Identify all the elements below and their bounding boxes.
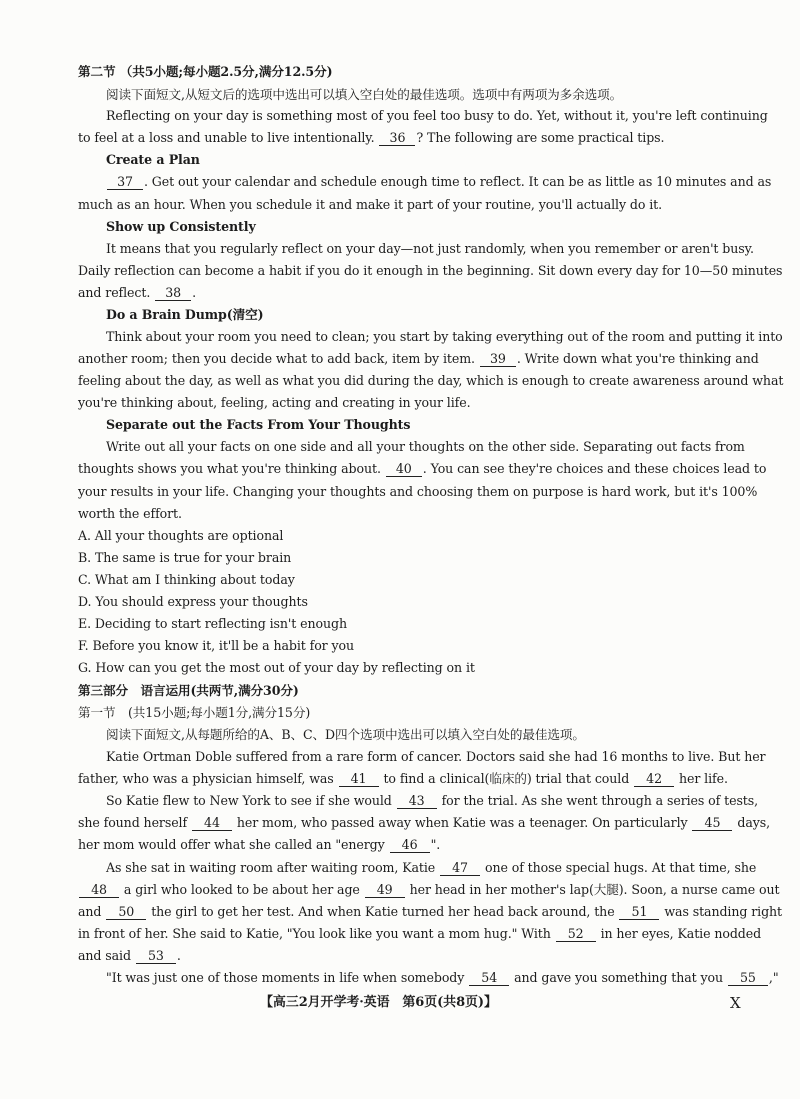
passage-line: she found herself 44 her mom, who passed away when Katie was a teenager. On particularly 45 days,: [78, 815, 771, 830]
answer-blank-44[interactable]: 44: [192, 816, 232, 831]
answer-blank-54[interactable]: 54: [469, 971, 509, 986]
answer-blank-48[interactable]: 48: [79, 883, 119, 898]
part3-header: 第三部分 语言运用(共两节,满分30分): [78, 683, 299, 698]
answer-blank-38[interactable]: 38: [155, 286, 191, 301]
option-c: C. What am I thinking about today: [78, 572, 295, 587]
passage-line: her mom would offer what she called an "energy 46 ".: [78, 837, 441, 852]
passage-line: much as an hour. When you schedule it and make it part of your routine, you'll actually do it.: [78, 197, 663, 212]
option-a: A. All your thoughts are optional: [78, 528, 284, 543]
option-g: G. How can you get the most out of your day by reflecting on it: [78, 660, 475, 675]
answer-blank-42[interactable]: 42: [634, 772, 674, 787]
section2-instructions: 阅读下面短文,从短文后的选项中选出可以填入空白处的最佳选项。选项中有两项为多余选项。: [106, 87, 623, 102]
option-d: D. You should express your thoughts: [78, 594, 308, 609]
option-e: E. Deciding to start reflecting isn't enough: [78, 616, 347, 631]
subheading: Show up Consistently: [106, 219, 256, 234]
answer-blank-53[interactable]: 53: [136, 949, 176, 964]
subheading: Create a Plan: [106, 152, 200, 167]
passage-line: So Katie flew to New York to see if she would 43 for the trial. As she went through a series of tests,: [106, 793, 759, 808]
section2-header: 第二节 （共5小题;每小题2.5分,满分12.5分): [78, 64, 333, 79]
passage-line: Write out all your facts on one side and all your thoughts on the other side. Separating out facts from: [106, 439, 745, 454]
passage-line: another room; then you decide what to add back, item by item. 39 . Write down what you're thinking and: [78, 351, 759, 366]
passage-line: 37 . Get out your calendar and schedule enough time to reflect. It can be as little as 10 minutes and as: [106, 174, 800, 190]
answer-blank-37[interactable]: 37: [107, 175, 143, 190]
passage-line: thoughts shows you what you're thinking about. 40 . You can see they're choices and these choices lead to: [78, 461, 767, 476]
subheading: Separate out the Facts From Your Thoughts: [106, 417, 411, 432]
answer-blank-50[interactable]: 50: [106, 905, 146, 920]
passage-line: you're thinking about, feeling, acting and creating in your life.: [78, 395, 471, 410]
page-footer: 【高三2月开学考·英语 第6页(共8页)】: [260, 995, 497, 1010]
passage-line: "It was just one of those moments in life when somebody 54 and gave you something that you 55 ,": [106, 970, 779, 985]
answer-blank-39[interactable]: 39: [480, 352, 516, 367]
option-f: F. Before you know it, it'll be a habit for you: [78, 638, 355, 653]
answer-blank-40[interactable]: 40: [386, 462, 422, 477]
answer-blank-52[interactable]: 52: [556, 927, 596, 942]
answer-blank-36[interactable]: 36: [379, 131, 415, 146]
passage-line: feeling about the day, as well as what you did during the day, which is enough to create awareness around what: [78, 373, 784, 388]
passage-line: As she sat in waiting room after waiting room, Katie 47 one of those special hugs. At that time, she: [106, 860, 757, 875]
passage-line: and said 53 .: [78, 948, 181, 963]
passage-line: 48 a girl who looked to be about her age 49 her head in her mother's lap(大腿). Soon, a nurse came out: [78, 882, 800, 898]
answer-blank-47[interactable]: 47: [440, 861, 480, 876]
answer-blank-51[interactable]: 51: [619, 905, 659, 920]
passage-line: Daily reflection can become a habit if you do it enough in the beginning. Sit down every day for 10—50 minutes: [78, 263, 783, 278]
passage-line: father, who was a physician himself, was 41 to find a clinical(临床的) trial that could 42 her life.: [78, 771, 728, 786]
answer-blank-46[interactable]: 46: [390, 838, 430, 853]
passage-line: and reflect. 38 .: [78, 285, 197, 300]
passage-line: Katie Ortman Doble suffered from a rare form of cancer. Doctors said she had 16 months to live. But her: [106, 749, 766, 764]
passage-line: Reflecting on your day is something most of you feel too busy to do. Yet, without it, you're left continuing: [106, 108, 768, 123]
answer-blank-45[interactable]: 45: [692, 816, 732, 831]
part3-subheader: 第一节 (共15小题;每小题1分,满分15分): [78, 705, 311, 720]
passage-line: to feel at a loss and unable to live intentionally. 36 ? The following are some practical tips.: [78, 130, 665, 145]
passage-line: worth the effort.: [78, 506, 182, 521]
subheading: Do a Brain Dump(清空): [106, 307, 264, 322]
passage-line: Think about your room you need to clean; you start by taking everything out of the room and putting it into: [106, 329, 783, 344]
answer-blank-41[interactable]: 41: [339, 772, 379, 787]
corner-mark: X: [730, 994, 741, 1012]
answer-blank-55[interactable]: 55: [728, 971, 768, 986]
answer-blank-43[interactable]: 43: [397, 794, 437, 809]
answer-blank-49[interactable]: 49: [365, 883, 405, 898]
passage-line: and 50 the girl to get her test. And when Katie turned her head back around, the 51 was standing right: [78, 904, 783, 919]
option-b: B. The same is true for your brain: [78, 550, 292, 565]
passage-line: your results in your life. Changing your thoughts and choosing them on purpose is hard work, but it's 100%: [78, 484, 758, 499]
passage-line: in front of her. She said to Katie, "You look like you want a mom hug." With 52 in her eyes, Katie nodded: [78, 926, 762, 941]
passage-line: It means that you regularly reflect on your day—not just randomly, when you remember or aren't busy.: [106, 241, 754, 256]
part3-instructions: 阅读下面短文,从每题所给的A、B、C、D四个选项中选出可以填入空白处的最佳选项。: [106, 727, 585, 742]
